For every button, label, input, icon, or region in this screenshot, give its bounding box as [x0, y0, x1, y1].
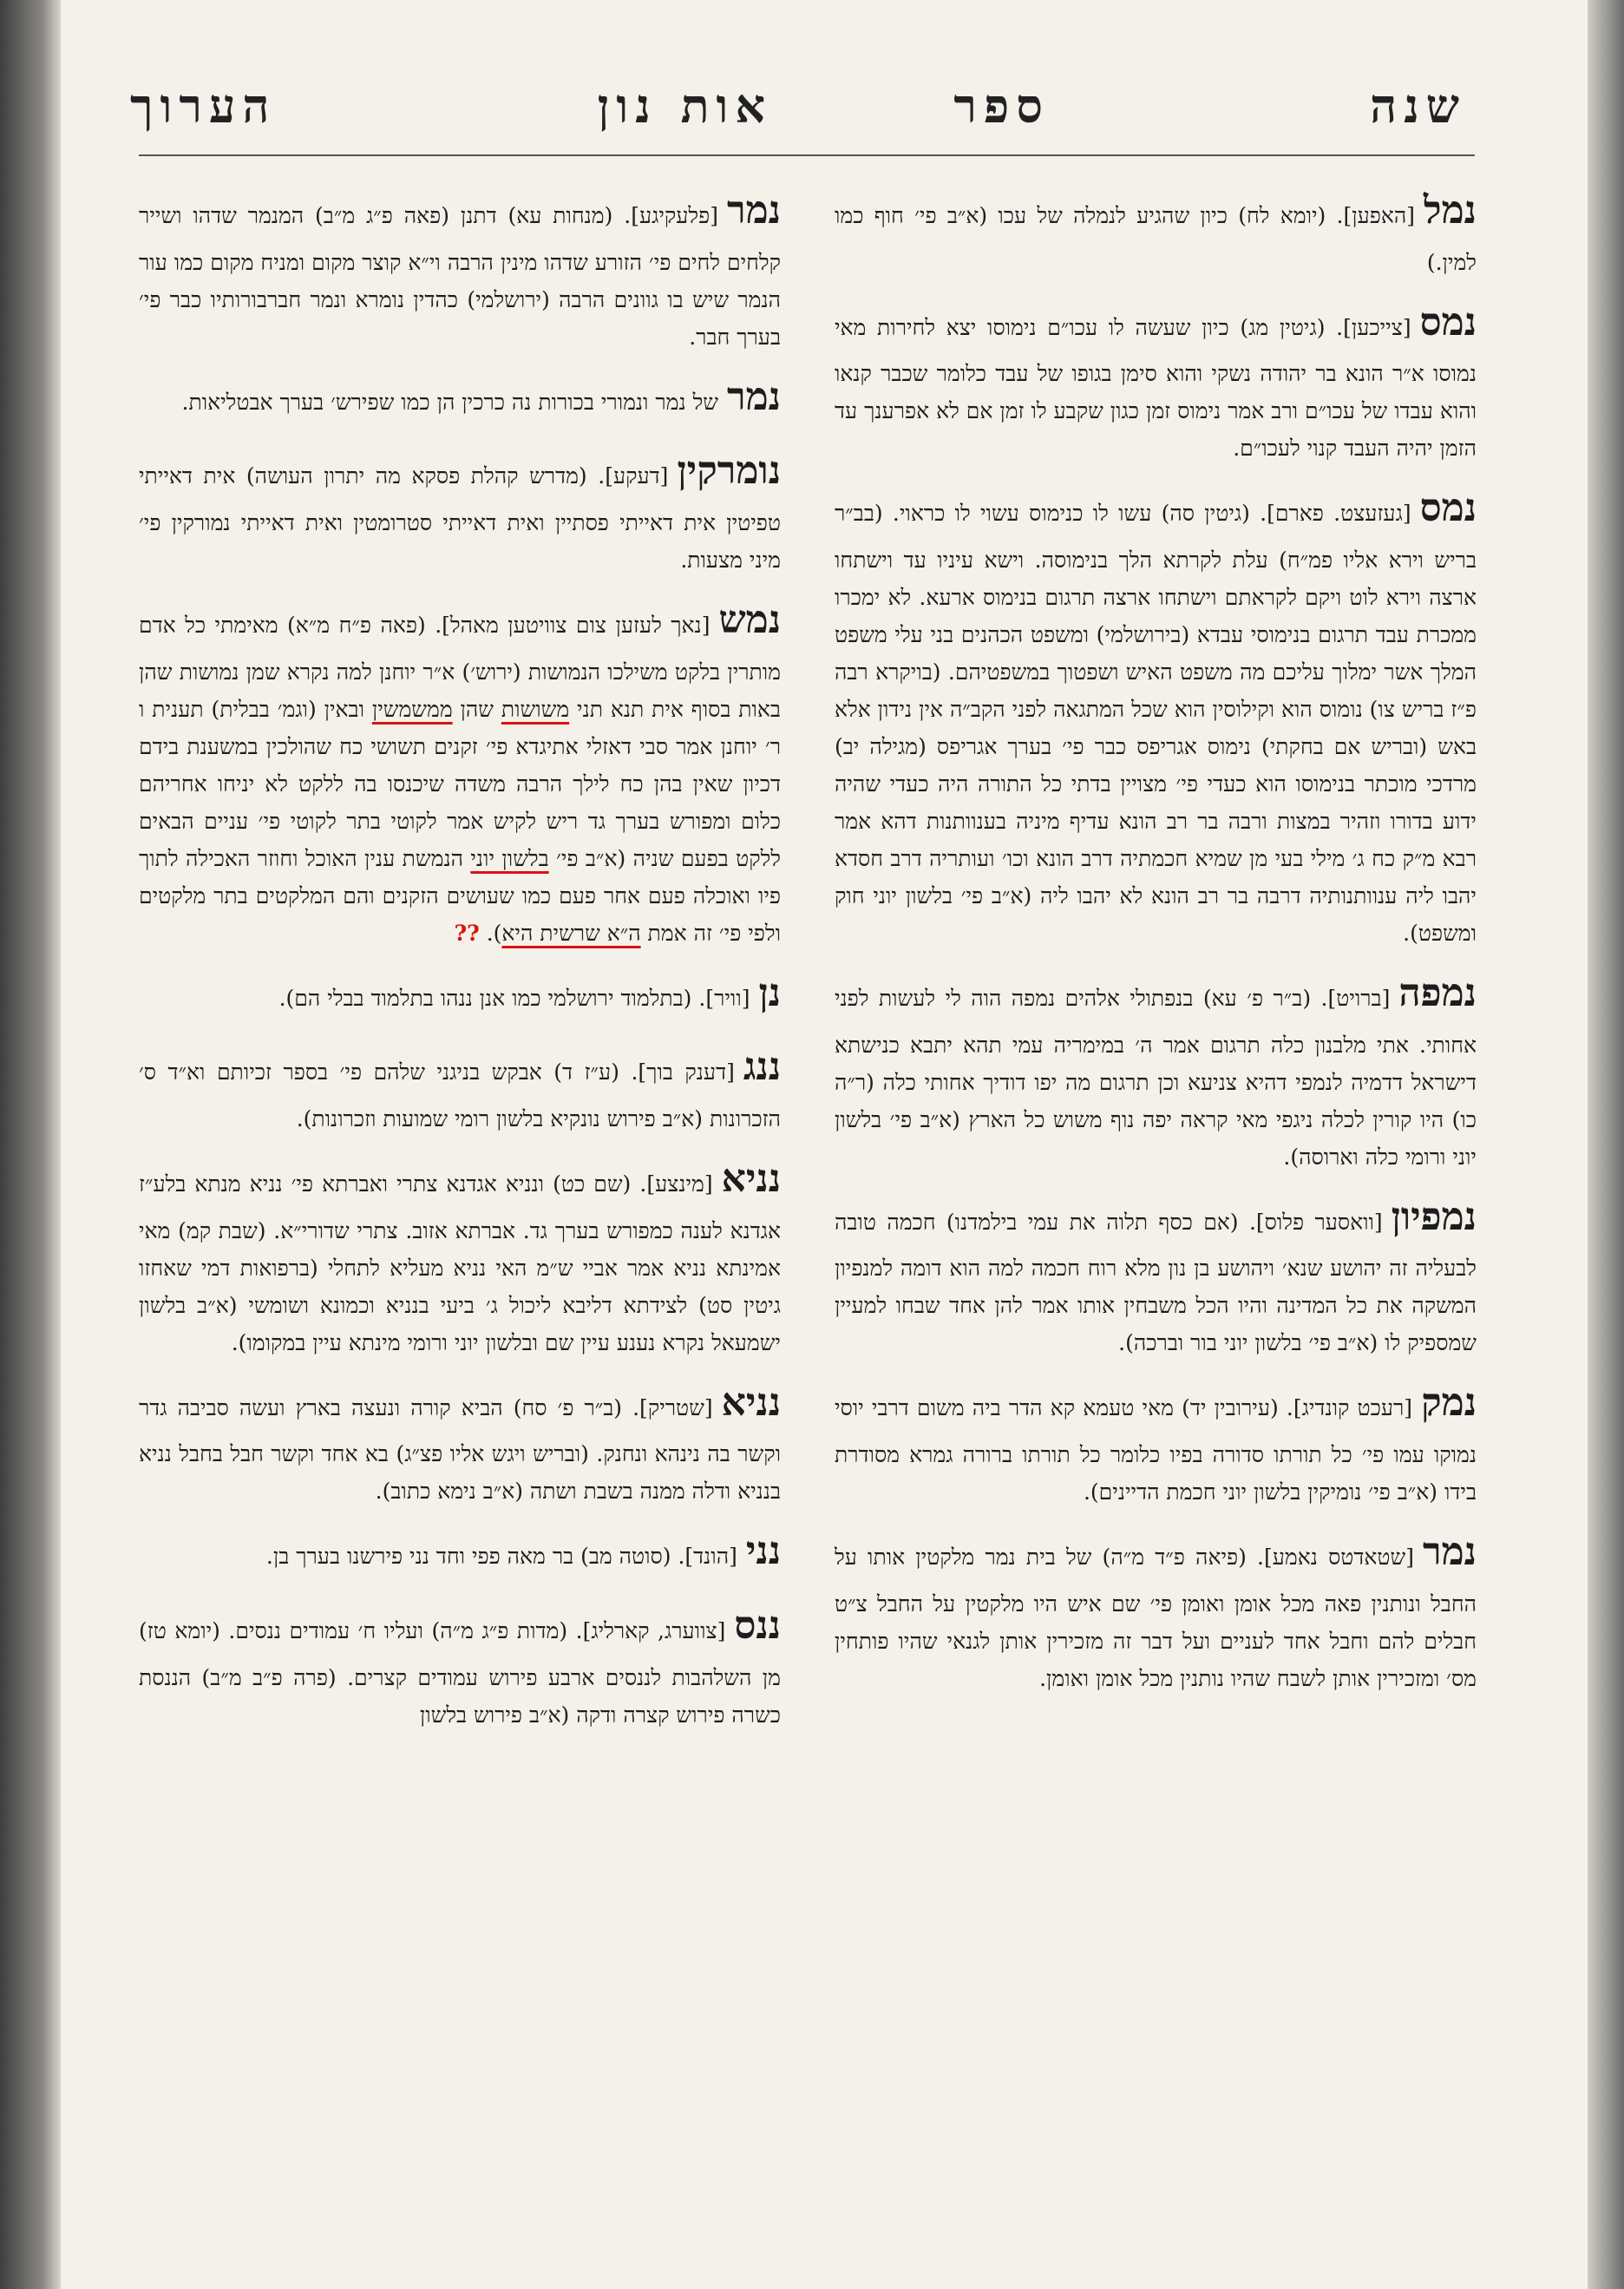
- header-book-word: ספר: [953, 78, 1050, 134]
- entry: [139, 178, 781, 356]
- entry: [139, 438, 781, 579]
- headword: ננג: [743, 1045, 781, 1090]
- headword: נמר: [1422, 1530, 1477, 1575]
- entry: [139, 961, 781, 1026]
- entry-text: [וויר]. (בתלמוד ירושלמי כמו אנן ננהו בתלמוד בבלי הם).: [278, 985, 750, 1011]
- entry-text: הנמשת ענין האוכל וחוזר האכילה לתוך פיו ואוכלה פעם אחר פעם כמו שעושים הזקנים והם המלקטים בתר מלקטים ולפי פי׳ זה אמת: [139, 845, 781, 946]
- entry: [835, 1519, 1477, 1697]
- headword: נומרקין: [677, 449, 781, 494]
- entry: [835, 1370, 1477, 1511]
- headword: נמש: [718, 598, 781, 643]
- red-underline-mark: בלשון יוני: [470, 845, 549, 871]
- entry: [835, 961, 1477, 1176]
- entry-text: [שטאדטס נאמע]. (פיאה פ״ד מ״ה) של בית נמר מלקטין אותו על החבל ונותנין פאה מכל אומן ואומן פי׳ שם איש היו מלקטין על החבל צ״ט חבלים להם וחבל אחד לעניים ועל דבר זה מזכירין אותן לגנאי שהיו פותחין מס׳ ומזכירין אותן לשבח שהיו נותנין מכל אומן ואומן.: [835, 1545, 1477, 1691]
- header-right-word: שנה: [1370, 78, 1466, 134]
- header-rule: [139, 154, 1475, 156]
- entry-text: [מינצע]. (שם כט) ונניא אגדנא צתרי ואברתא פי׳ נניא מנתא בלע״ז אגדנא לענה כמפורש בערך גד. אברתא אזוב. צתרי שדורי״א. (שבת קמ) מאי אמינתא נניא אמר אביי ש״מ האי נניא מעליא לתחלי (ברפואות דמי שאחזו גיטין סט) לצידתא דליבא ליכול ג׳ ביעי בנניא וכמונא ושומשי (א״ב בלשון ישמעאל נקרא נענע עיין שם ובלשון יוני ורומי מינתא עיין במקומו).: [139, 1171, 781, 1355]
- entry: [835, 1184, 1477, 1362]
- headword: נמר: [726, 188, 781, 233]
- page-edge: [1588, 0, 1624, 2289]
- entry-text: של נמר ונמורי בכורות נה כרכין הן כמו שפירש׳ בערך אבטליאות.: [181, 389, 718, 415]
- entry-text: [פלעקיגע]. (מנחות עא) דתנן (פאה פ״ג מ״ב) המנמר שדהו ושייר קלחים לחים פי׳ הזורע שדהו מינין הרבה וי״א קוצר מקום ומניח מקום כמו עור הנמר שיש בו גוונים הרבה (ירושלמי) כהדין נומרא ונמר חברבורותיו כבר פי׳ בערך חבר.: [139, 203, 781, 350]
- headword: נניא: [721, 1157, 781, 1202]
- entry: [139, 1370, 781, 1511]
- entry: [139, 587, 781, 952]
- entry-text: [דענק בוך]. (ע״ז ד) אבקש בניגני שלהם פי׳ בספר זכיותם וא״ד ס׳ הזכרונות (א״ב פירוש נונקיא בלשון רומי שמועות וזכרונות).: [139, 1059, 781, 1132]
- entry-text: ).: [486, 920, 502, 946]
- entry-text: [רעכט קונדיג]. (עירובין יד) מאי טעמא קא הדר ביה משום דרבי יוסי נמוקו עמו פי׳ כל תורתו סדורה בפיו כלומר כל תורתו ברורה גמרא מסודרת בידו (א״ב פי׳ נומיקין בלשון יוני חכמת הדיינים).: [835, 1395, 1477, 1505]
- headword: נן: [758, 970, 781, 1015]
- entry: [139, 1593, 781, 1734]
- red-underline-mark: ה״א שרשית היא: [501, 920, 641, 946]
- header-letter-title: אות נון: [597, 78, 772, 134]
- red-question-marks: ??: [454, 920, 480, 946]
- binding-shadow: [0, 0, 61, 2289]
- entry: [835, 290, 1477, 468]
- running-header: [130, 78, 1466, 148]
- entry-text: [נאך לעזען צום צוויטען מאהל]. (פאה פ״ח מ״א) מאימתי כל אדם מותרין בלקט משילכו הנמושות (ירוש׳) א״ר יוחנן למה נקרא שמן נמושות שהן באות בסוף אית תנא תני: [139, 613, 781, 722]
- headword: נמפה: [1398, 971, 1477, 1016]
- entry: [835, 476, 1477, 952]
- entry-text: [האפען]. (יומא לח) כיון שהגיע לנמלה של עכו (א״ב פי׳ חוף כמו למין.): [835, 203, 1477, 275]
- entry-text: [דעקע]. (מדרש קהלת פסקא מה יתרון העושה) אית דאייתי טפיטין אית דאייתי פסתיין ואית דאייתי סטרומטין ואית דאייתי נמורקין פי׳ מיני מצעות.: [139, 463, 781, 574]
- headword: נמק: [1421, 1381, 1477, 1426]
- entry-text: [שטריק]. (ב״ר פ׳ סח) הביא קורה ונעצה בארץ ועשה סביבה גדר וקשר בה נינהא ונחנק. (ובריש ויגש אליו פצ״ג) בא אחד וקשר חבל בחבל נניא בנניא ודלה ממנה בשבת ושתה (א״ב נימא כתוב).: [139, 1394, 781, 1505]
- left-column: [139, 178, 781, 1742]
- entry: [835, 178, 1477, 281]
- entry: [139, 1146, 781, 1361]
- headword: נמס: [1419, 486, 1477, 531]
- entry-text: [צייכען]. (גיטין מג) כיון שעשה לו עכו״ם נימוסו יצא לחירות מאי נמוסו א״ר הונא בר יהודה נשקי והוא סימן בגופו של עבד כלומר שכבר קנאו והוא עבדו של עכו״ם ורב אמר נימוס זמן כגון שקבע לו זמן אם לא אפרענך עד הזמן יהיה העבד קנוי לעכו״ם.: [835, 314, 1477, 462]
- headword: נמל: [1424, 188, 1477, 233]
- headword: נמס: [1419, 299, 1477, 344]
- entry-text: [הונד]. (סוטה מב) בר מאה פפי וחד נני פירשנו בערך בן.: [265, 1544, 737, 1570]
- entry: [139, 1034, 781, 1138]
- headword: נניא: [721, 1380, 781, 1425]
- entry-text: ובאין (וגמ׳ בבלית) תענית ו ר׳ יוחנן אמר סבי דאזלי אתיגדא פי׳ זקנים תשושי כח שהולכין במשענת בידם דכיון שאין בהן כח לילך הרבה משדה שיכנסו בה ללקט לא יניחו אחריהם כלום ומפורש בערך גד ריש לקיש אמר לקוטי בתר לקוטי פי׳ עניים הבאים ללקט בפעם שניה (א״ב פי׳: [139, 696, 782, 871]
- entry: [139, 364, 781, 430]
- headword: נמר: [726, 374, 781, 419]
- entry-text: שהן: [452, 696, 501, 722]
- entry-text: [ברויט]. (ב״ר פ׳ עא) בנפתולי אלהים נמפה הוה לי לעשות לפני אחותי. אתי מלבנון כלה תרגום אמר ה׳ במימריה עמי תהא יתבא כנישתא דישראל דדמיה לנמפי דהיא צניעא וכן תרגום מה יפו דודיך אחותי כלה (ר״ה כו) היו קורין לכלה ניגפי מאי קראה יפה נוף משוש כל הארץ (א״ב פי׳ בלשון יוני ורומי כלה וארוסה).: [835, 986, 1477, 1170]
- entry-text: [צווערג, קארליג]. (מדות פ״ג מ״ה) ועליו ח׳ עמודים ננסים. (יומא טז) מן השלהבות לננסים ארבע פירוש עמודים קצרים. (פרה פ״ב מ״ב) הננסת כשרה פירוש קצרה ודקה (א״ב פירוש בלשון: [139, 1618, 781, 1728]
- entry: [139, 1518, 781, 1584]
- headword: נמפיון: [1391, 1194, 1477, 1239]
- headword: נני: [745, 1529, 781, 1574]
- headword: ננס: [734, 1604, 781, 1649]
- entry-text: [געזעצט. פארם]. (גיטין סה) עשו לו כנימוס עשוי לו כראוי. (בב״ר בריש וירא אליו פמ״ח) עלת לקרתא הלך בנימוסה. וישא עיניו עד וישתחו ארצה וירא לוט ויקם לקראתם וישתחו ארצה תרגום בנימוס ארעא. לא ימכרו ממכרת עבד תרגום בנימוסי עבדא (בירושלמי) ומשפט הכהנים בני עלי משפט המלך אשר ימלוך עליכם מה משפט האיש ושפטוך במשפטיהם. (בויקרא רבה פ״ז בריש צו) נומוס הוא וקילוסין הוא שכל המתגאה לפני הקב״ה אין נידון אלא באש (ובריש אם בחקתי) נימוס אגריפס כבר פי׳ בערך אגריפס (מגילה יב) מרדכי מוכתר בנימוסו הוא כעדי פי׳ מצויין בדתי כל התורה היה כעדי שהיה ידוע בדורו וזהיר במצות ורבה בר רב הונא עדיף מיניה בענוותנות דהא אמר רבא מ״ק כח ג׳ מילי בעי מן שמיא חכמתיה דרב הונא וכו׳ ועותריה דרב חסדא יהבו ליה ענוותנותיה דרבה בר רב הונא לא יהבו ליה (א״ב פי׳ בלשון יוני חוק ומשפט).: [835, 501, 1477, 947]
- entry-text: [וואסער פלוס]. (אם כסף תלוה את עמי בילמדנו) חכמה טובה לבעליה זה יהושע שנא׳ ויהושע בן נון מלא רוח חכמה למה הוא דומה למנפיון המשקה את כל המדינה והיו הכל משבחין אותו אמר להן אחד שבחו למעיין שמספיק לו (א״ב פי׳ בלשון יוני בור וברכה).: [835, 1209, 1477, 1356]
- header-left-word: הערוך: [130, 78, 277, 134]
- right-column: [835, 178, 1477, 1706]
- red-underline-mark: ממשמשין: [371, 696, 453, 722]
- red-underline-mark: משושות: [501, 696, 570, 722]
